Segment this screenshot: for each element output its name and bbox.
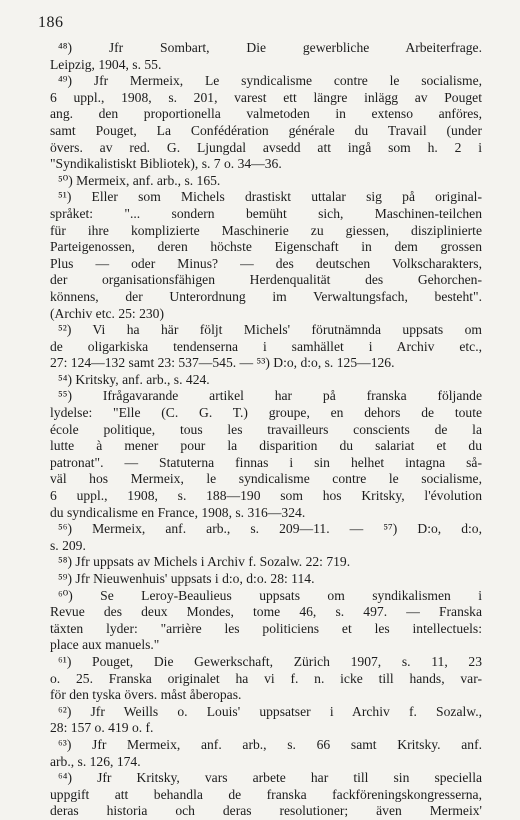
text-line: 6 uppl., 1908, s. 201, varest ett längre inlägg av Pouget — [50, 89, 482, 105]
text-line: ⁵⁰) Mermeix, anf. arb., s. 165. — [58, 172, 221, 188]
text-line: ⁶³) Jfr Mermeix, anf. arb., s. 66 samt Kritsky. anf. — [58, 736, 482, 752]
text-line: place aux manuels." — [50, 637, 160, 653]
text-line: école politique, tous les travailleurs conscients de la — [50, 421, 482, 437]
text-line: Parteigenossen, deren höchste Eigenschaft in dem grossen — [50, 239, 482, 255]
text-line: ⁵⁵) Ifrågavarande artikel har på franska följande — [58, 388, 482, 404]
text-line: s. 209. — [50, 537, 86, 553]
text-line: du syndicalisme en France, 1908, s. 316—324. — [50, 504, 306, 520]
text-line: deras historia och deras resolutioner; även Mermeix' — [50, 803, 482, 819]
text-line: de oligarkiska tendenserna i samhället i Archiv etc., — [50, 338, 482, 354]
text-line: ⁵¹) Eller som Michels drastiskt uttalar sig på original- — [58, 189, 482, 205]
page-number: 186 — [38, 14, 64, 31]
text-line: ⁵⁶) Mermeix, anf. arb., s. 209—11. — ⁵⁷) D:o, d:o, — [58, 521, 482, 537]
text-line: för den tyska övers. måst åberopas. — [50, 687, 242, 703]
text-line: ang. den proportionella valmetoden in extenso anföres, — [50, 106, 482, 122]
text-line: uppgift att behandla de franska fackföreningskongresserna, — [50, 786, 482, 802]
text-line: 28: 157 o. 419 o. f. — [50, 720, 154, 736]
text-line: "Syndikalistiskt Bibliotek), s. 7 o. 34—36. — [50, 156, 282, 172]
text-line: lutte à mener pour la disparition du salariat et du — [50, 438, 482, 454]
text-line: o. 25. Franska originalet ha vi f. n. icke till hands, var- — [50, 670, 482, 686]
text-line: lydelse: "Elle (C. G. T.) groupe, en dehors de toute — [50, 405, 482, 421]
text-line: ⁵⁹) Jfr Nieuwenhuis' uppsats i d:o, d:o. 28: 114. — [58, 571, 315, 586]
text-line: patronat". — Statuterna finnas i sin helhet intagna så- — [50, 454, 482, 470]
text-line: ⁵²) Vi ha här följt Michels' förutnämnda uppsats om — [58, 322, 482, 338]
text-line: samt Pouget, La Confédération générale du Travail (under — [50, 122, 482, 138]
text-line: övers. av red. G. Ljungdal avsedd att ingå som h. 2 i — [50, 139, 482, 155]
text-line: Revue des deux Mondes, tome 46, s. 497. — Franska — [50, 604, 482, 620]
text-line: ⁴⁸) Jfr Sombart, Die gewerbliche Arbeiterfrage. — [58, 40, 482, 55]
text-line: (Archiv etc. 25: 230) — [50, 305, 165, 321]
text-line: Leipzig, 1904, s. 55. — [50, 56, 162, 72]
footnotes-block — [50, 40, 482, 820]
text-line: ⁶⁰) Se Leroy-Beaulieus uppsats om syndikalismen i — [58, 587, 482, 603]
text-line: ⁵⁴) Kritsky, anf. arb., s. 424. — [58, 371, 210, 387]
text-line: 6 uppl., 1908, s. 188—190 som hos Kritsky, l'évolution — [50, 488, 482, 504]
text-line: der organisationsfähigen Herdenqualität des Gehorchen- — [50, 272, 482, 288]
text-line: språket: "... sondern bemüht sich, Maschinen-teilchen — [50, 205, 482, 221]
text-line: ⁵⁸) Jfr uppsats av Michels i Archiv f. Sozalw. 22: 719. — [58, 554, 351, 570]
text-line: ⁶¹) Pouget, Die Gewerkschaft, Zürich 1907, s. 11, 23 — [58, 653, 482, 669]
text-line: könnens, der Unterordnung im Verwaltungsfach, besteht". — [50, 288, 482, 304]
text-line: ⁴⁹) Jfr Mermeix, Le syndicalisme contre le socialisme, — [58, 73, 482, 89]
text-line: ⁶²) Jfr Weills o. Louis' uppsatser i Archiv f. Sozalw., — [58, 703, 482, 719]
text-line: arb., s. 126, 174. — [50, 753, 141, 769]
text-line: 27: 124—132 samt 23: 537—545. — ⁵³) D:o, d:o, s. 125—126. — [50, 355, 395, 371]
text-line: für ihre komplizierte Maschinerie zu giessen, disziplinierte — [50, 222, 482, 238]
text-line: täxten lyder: "arrière les politiciens et les intellectuels: — [50, 620, 482, 636]
text-line: Plus — oder Minus? — des deutschen Volkscharakters, — [50, 255, 482, 271]
text-line: väl hos Mermeix, le syndicalisme contre le socialisme, — [50, 471, 482, 487]
text-line: ⁶⁴) Jfr Kritsky, vars arbete har till sin speciella — [58, 770, 482, 786]
